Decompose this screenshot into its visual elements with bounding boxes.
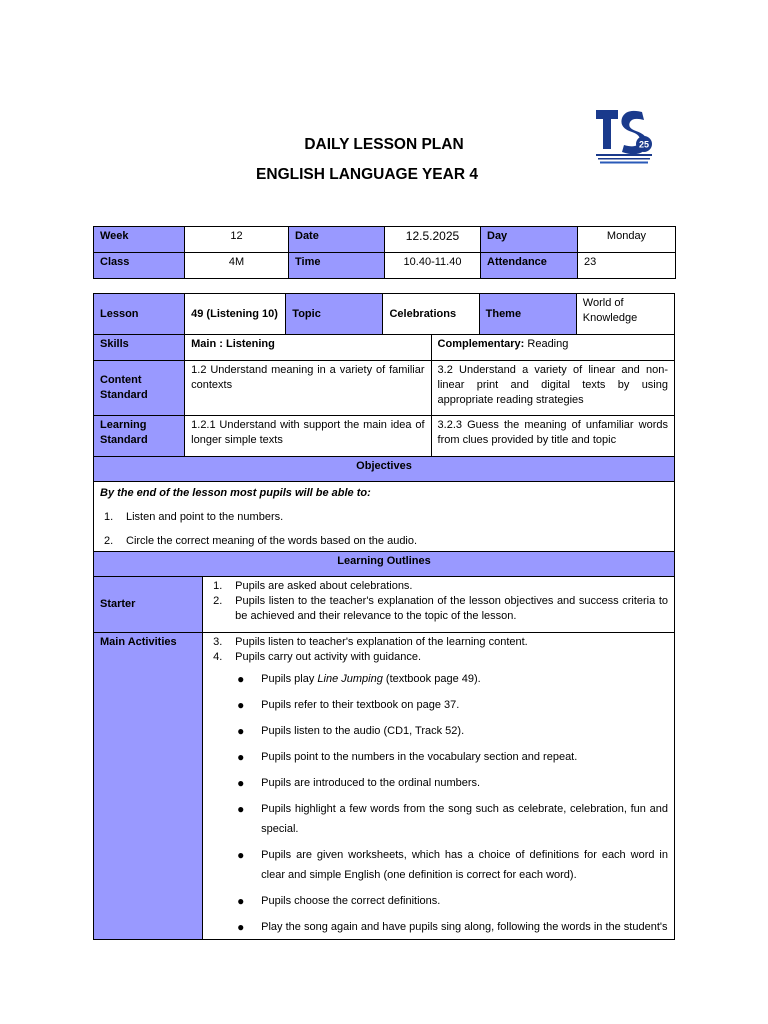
- info-table: [93, 226, 676, 279]
- learning-outlines-heading: Learning Outlines: [94, 552, 675, 577]
- main-item: [209, 650, 668, 665]
- item-text: Pupils listen to the teacher's explanation of the lesson objectives and success criteria to be achieved and their relevance to the topic of the lesson.: [235, 595, 668, 622]
- item-text: Pupils listen to teacher's explanation of the learning content.: [235, 636, 528, 648]
- skills-label: Skills: [94, 335, 185, 361]
- date-value: 12.5.2025: [385, 227, 481, 253]
- topic-value: Celebrations: [383, 294, 479, 335]
- content-standard-label: Content Standard: [94, 361, 185, 416]
- day-label: Day: [481, 227, 578, 253]
- activity-item: ● Pupils point to the numbers in the vocabulary section and repeat.: [209, 747, 668, 767]
- activity-item: ● Pupils highlight a few words from the song such as celebrate, celebration, fun and special.: [209, 799, 668, 839]
- item-num: 2.: [213, 595, 223, 607]
- objective-num: 1.: [104, 511, 114, 523]
- logo-text: 25: [638, 139, 650, 150]
- activity-text: (textbook page 49).: [382, 673, 481, 685]
- starter-content: [203, 577, 675, 633]
- activity-item: ● Pupils choose the correct definitions.: [209, 891, 668, 911]
- class-value: 4M: [185, 253, 289, 279]
- school-logo: [592, 106, 656, 168]
- starter-item: [209, 594, 668, 624]
- activity-item: ● Pupils are given worksheets, which has a choice of definitions for each word in clear and simple English (one definition is correct for each word).: [209, 845, 668, 885]
- attendance-value: 23: [578, 253, 676, 279]
- objective-num: 2.: [104, 535, 114, 547]
- time-value: 10.40-11.40: [385, 253, 481, 279]
- activity-game-name: Line Jumping: [317, 673, 383, 685]
- objectives-heading: Objectives: [94, 457, 675, 482]
- time-label: Time: [289, 253, 385, 279]
- activity-item: ● Pupils are introduced to the ordinal numbers.: [209, 773, 668, 793]
- activity-item: ● Play the song again and have pupils sing along, following the words in the student's: [209, 917, 668, 937]
- objective-text: Circle the correct meaning of the words based on the audio.: [126, 535, 418, 547]
- item-num: 3.: [213, 636, 223, 648]
- document-title: DAILY LESSON PLAN: [304, 136, 464, 153]
- document-subtitle: ENGLISH LANGUAGE YEAR 4: [256, 166, 478, 183]
- class-label: Class: [94, 253, 185, 279]
- attendance-label: Attendance: [481, 253, 578, 279]
- main-activities-content: [203, 633, 675, 940]
- activity-list: [209, 669, 668, 937]
- content-standard-comp: 3.2 Understand a variety of linear and non-linear print and digital texts by using appropriate reading strategies: [431, 361, 674, 416]
- complementary-label: Complementary:: [437, 338, 525, 350]
- item-num: 4.: [213, 651, 223, 663]
- lesson-value: 49 (Listening 10): [185, 294, 286, 335]
- content-standard-main: 1.2 Understand meaning in a variety of familiar contexts: [185, 361, 431, 416]
- main-activities-label: Main Activities: [94, 633, 203, 940]
- theme-value: World of Knowledge: [576, 294, 674, 335]
- activity-item: ● Pupils refer to their textbook on page 37.: [209, 695, 668, 715]
- objective-item: [100, 510, 668, 525]
- week-value: 12: [185, 227, 289, 253]
- learning-standard-label: Learning Standard: [94, 416, 185, 457]
- lesson-label: Lesson: [94, 294, 185, 335]
- activity-item: [209, 669, 668, 689]
- learning-standard-comp: 3.2.3 Guess the meaning of unfamiliar words from clues provided by title and topic: [431, 416, 674, 457]
- week-label: Week: [94, 227, 185, 253]
- lesson-table: [93, 293, 675, 940]
- item-text: Pupils carry out activity with guidance.: [235, 651, 422, 663]
- main-item: [209, 635, 668, 650]
- main-skill: Main : Listening: [185, 335, 431, 361]
- objectives-intro: By the end of the lesson most pupils will be able to:: [100, 487, 371, 499]
- starter-label: Starter: [94, 577, 203, 633]
- activity-text: Pupils play: [261, 673, 318, 685]
- starter-item: [209, 579, 668, 594]
- learning-standard-main: 1.2.1 Understand with support the main idea of longer simple texts: [185, 416, 431, 457]
- item-num: 1.: [213, 580, 223, 592]
- topic-label: Topic: [286, 294, 383, 335]
- complementary-skill: [431, 335, 674, 361]
- activity-item: ● Pupils listen to the audio (CD1, Track 52).: [209, 721, 668, 741]
- complementary-value: Reading: [524, 338, 569, 350]
- day-value: Monday: [578, 227, 676, 253]
- theme-label: Theme: [479, 294, 576, 335]
- objective-item: [100, 534, 668, 549]
- date-label: Date: [289, 227, 385, 253]
- item-text: Pupils are asked about celebrations.: [235, 580, 413, 592]
- objectives-box: [94, 482, 675, 552]
- objective-text: Listen and point to the numbers.: [126, 511, 284, 523]
